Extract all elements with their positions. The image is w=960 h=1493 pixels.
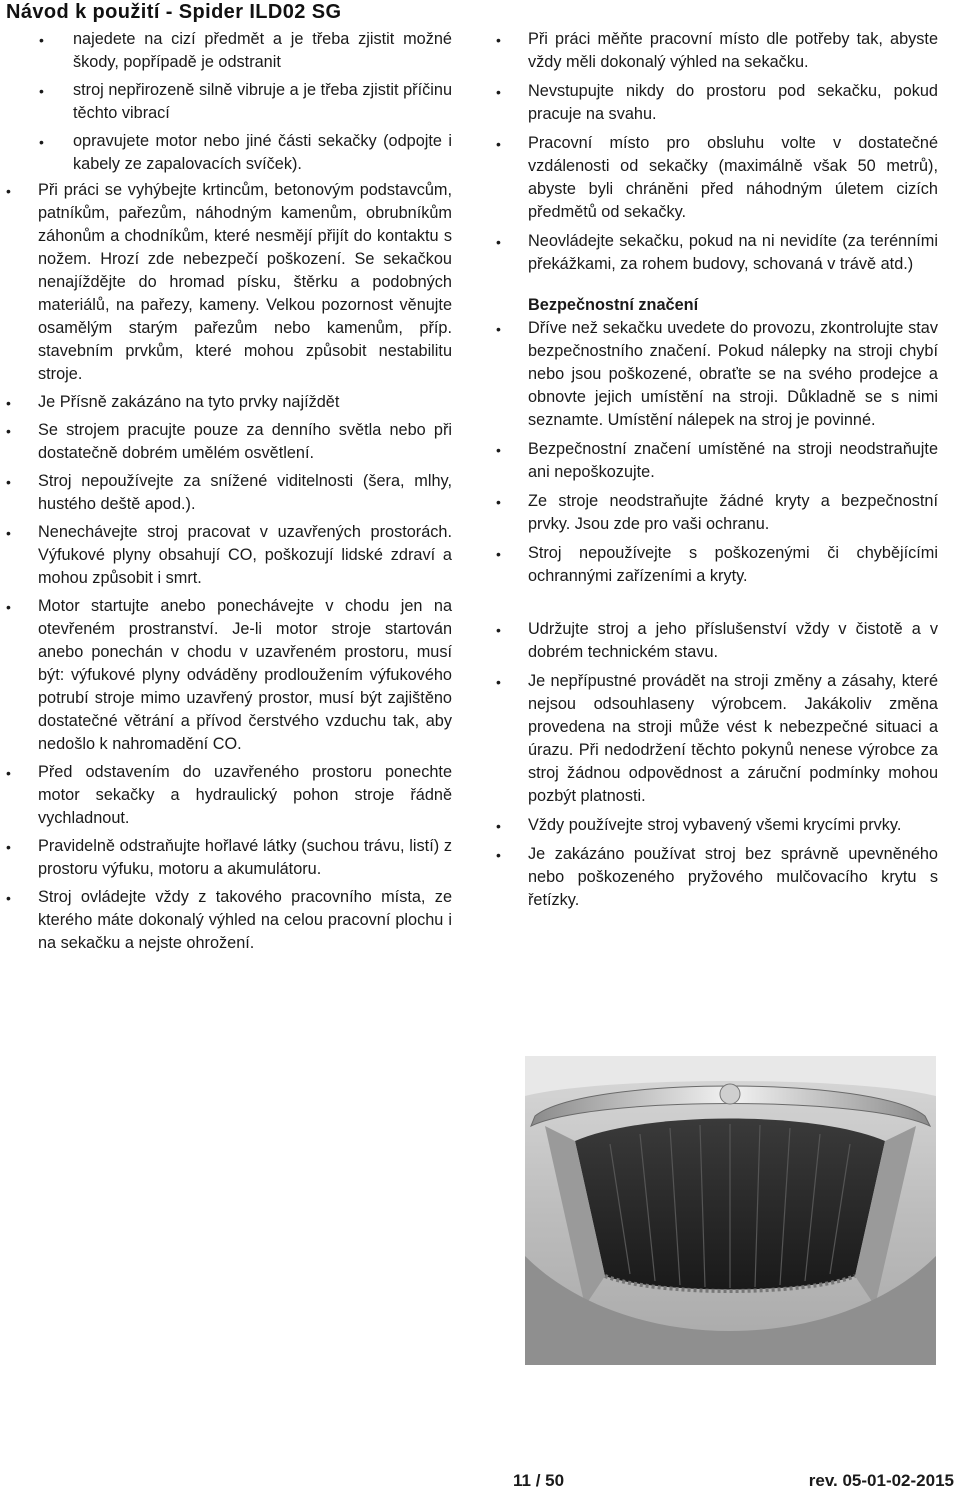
list-item-text: Dříve než sekačku uvedete do provozu, zkontrolujte stav bezpečnostního značení. Pokud nálepky na stroji chybí nebo jsou poškozené, obraťte se na svého prodejce a obnovte jejich umístění na stroji. Důkladně se s nimi seznamte. Umístění nálepek na stroj je povinné. bbox=[528, 319, 938, 429]
list-item bbox=[0, 79, 452, 125]
bullet-icon: • bbox=[496, 622, 501, 638]
bullet-icon: • bbox=[39, 83, 44, 99]
list-item bbox=[0, 179, 452, 386]
list-item-text: najedete na cizí předmět a je třeba zjistit možné škody, popřípadě je odstranit bbox=[73, 30, 452, 71]
list-item-text: Ze stroje neodstraňujte žádné kryty a bezpečnostní prvky. Jsou zde pro vaši ochranu. bbox=[528, 492, 938, 533]
right-column bbox=[490, 28, 938, 912]
list-item bbox=[0, 886, 452, 955]
bullet-icon: • bbox=[6, 423, 11, 439]
list-item-text: Bezpečnostní značení umístěné na stroji neodstraňujte ani nepoškozujte. bbox=[528, 440, 938, 481]
bullet-icon: • bbox=[39, 32, 44, 48]
page-number: 11 / 50 bbox=[513, 1471, 565, 1490]
list-item-text: Pravidelně odstraňujte hořlavé látky (suchou trávu, listí) z prostoru výfuku, motoru a akumulátoru. bbox=[38, 837, 452, 878]
list-item bbox=[490, 843, 938, 912]
list-item-text: Pracovní místo pro obsluhu volte v dostatečné vzdálenosti od sekačky (maximálně však 50 metrů), abyste byli chráněni před náhodným úletem cizích předmětů od sekačky. bbox=[528, 134, 938, 221]
list-item-text: Je Přísně zakázáno na tyto prvky najíždět bbox=[38, 393, 340, 411]
list-item bbox=[490, 670, 938, 808]
right-column-list bbox=[490, 28, 938, 276]
bullet-icon: • bbox=[6, 525, 11, 541]
list-item-text: Nenechávejte stroj pracovat v uzavřených prostorách. Výfukové plyny obsahují CO, poškozují lidské zdraví a mohou způsobit i smrt. bbox=[38, 523, 452, 587]
bullet-icon: • bbox=[496, 674, 501, 690]
bullet-icon: • bbox=[496, 136, 501, 152]
list-item bbox=[490, 28, 938, 74]
bullet-icon: • bbox=[6, 599, 11, 615]
list-item bbox=[490, 230, 938, 276]
bullet-icon: • bbox=[39, 134, 44, 150]
list-item bbox=[0, 835, 452, 881]
list-item bbox=[490, 814, 938, 837]
list-item bbox=[0, 521, 452, 590]
list-item-text: Stroj nepoužívejte s poškozenými či chybějícími ochrannými zařízeními a kryty. bbox=[528, 544, 938, 585]
bullet-icon: • bbox=[6, 839, 11, 855]
bullet-icon: • bbox=[496, 234, 501, 250]
safety-list bbox=[490, 317, 938, 588]
list-item bbox=[490, 618, 938, 664]
list-item-text: Motor startujte anebo ponechávejte v chodu jen na otevřeném prostranství. Je-li motor stroje startován anebo ponechán v chodu v uzavřeném prostoru, musí být: výfukové plyny odváděny prodloužením výfukového potrubí stroje mimo uzavřený prostor, musí být zajištěno dostatečné větrání a přívod čerstvého vzduchu tak, aby nedošlo k nahromadění CO. bbox=[38, 597, 452, 753]
list-item bbox=[0, 130, 452, 176]
list-item bbox=[490, 438, 938, 484]
list-item-text: Vždy používejte stroj vybavený všemi krycími prvky. bbox=[528, 816, 902, 834]
bullet-icon: • bbox=[496, 818, 501, 834]
bullet-icon: • bbox=[496, 321, 501, 337]
list-item-text: Stroj ovládejte vždy z takového pracovního místa, ze kterého máte dokonalý výhled na celou pracovní plochu i na sekačku a nejste ohrožení. bbox=[38, 888, 452, 952]
list-item-text: Je nepřípustné provádět na stroji změny a zásahy, které nejsou odsouhlaseny výrobcem. Jakákoliv změna provedena na stroji může vést k nebezpečné situaci a úrazu. Při nedodržení těchto pokynů nenese výrobce za stroj žádnou odpovědnost a záruční podmínky mohou pozbýt platnosti. bbox=[528, 672, 938, 805]
list-item bbox=[490, 542, 938, 588]
list-item-text: Při práci se vyhýbejte krtincům, betonovým podstavcům, patníkům, pařezům, náhodným kamenům, obrubníkům záhonům a chodníkům, které nesmějí přijít do kontaktu s nožem. Hrozí zde nebezpečí poškození. Se sekačkou nenajíždějte do hromad písku, štěrku a podobných materiálů, na pařezy, kameny. Velkou pozornost věnujte osamělým starým pařezům nebo kamenům, příp. stavebním prvkům, které mohou způsobit nestabilitu stroje. bbox=[38, 181, 452, 383]
list-item bbox=[490, 132, 938, 224]
list-item bbox=[0, 470, 452, 516]
list-item-text: Před odstavením do uzavřeného prostoru ponechte motor sekačky a hydraulický pohon stroje řádně vychladnout. bbox=[38, 763, 452, 827]
maintenance-list bbox=[490, 618, 938, 912]
list-item bbox=[490, 317, 938, 432]
revision-label: rev. 05-01-02-2015 bbox=[808, 1471, 954, 1490]
bullet-icon: • bbox=[6, 183, 11, 199]
bullet-icon: • bbox=[496, 546, 501, 562]
left-column-list bbox=[0, 28, 452, 955]
bullet-icon: • bbox=[6, 890, 11, 906]
list-item-text: Udržujte stroj a jeho příslušenství vždy v čistotě a v dobrém technickém stavu. bbox=[528, 620, 938, 661]
bullet-icon: • bbox=[496, 32, 501, 48]
bullet-icon: • bbox=[6, 765, 11, 781]
bullet-icon: • bbox=[496, 494, 501, 510]
bullet-icon: • bbox=[6, 395, 11, 411]
list-item bbox=[0, 28, 452, 74]
list-item bbox=[0, 419, 452, 465]
mower-deck-photo bbox=[525, 1056, 936, 1365]
bullet-icon: • bbox=[496, 847, 501, 863]
list-item bbox=[0, 595, 452, 756]
list-item bbox=[490, 80, 938, 126]
list-item bbox=[0, 761, 452, 830]
bullet-icon: • bbox=[496, 84, 501, 100]
bullet-icon: • bbox=[496, 442, 501, 458]
list-item-text: Je zakázáno používat stroj bez správně upevněného nebo poškozeného pryžového mulčovacího krytu s řetízky. bbox=[528, 845, 938, 909]
list-item-text: stroj nepřirozeně silně vibruje a je třeba zjistit příčinu těchto vibrací bbox=[73, 81, 452, 122]
bullet-icon: • bbox=[6, 474, 11, 490]
page-title: Návod k použití - Spider ILD02 SG bbox=[6, 1, 342, 23]
list-item-text: opravujete motor nebo jiné části sekačky (odpojte i kabely ze zapalovacích svíček). bbox=[73, 132, 452, 173]
list-item-text: Se strojem pracujte pouze za denního světla nebo při dostatečně dobrém umělém osvětlení. bbox=[38, 421, 452, 462]
list-item-text: Nevstupujte nikdy do prostoru pod sekačku, pokud pracuje na svahu. bbox=[528, 82, 938, 123]
safety-section-heading: Bezpečnostní značení bbox=[528, 296, 699, 314]
list-item-text: Stroj nepoužívejte za snížené viditelnosti (šera, mlhy, hustého deště apod.). bbox=[38, 472, 452, 513]
list-item-text: Při práci měňte pracovní místo dle potřeby tak, abyste vždy měli dokonalý výhled na sekačku. bbox=[528, 30, 938, 71]
list-item bbox=[490, 490, 938, 536]
list-item bbox=[0, 391, 452, 414]
list-item-text: Neovládejte sekačku, pokud na ni nevidíte (za terénními překážkami, za rohem budovy, schovaná v trávě atd.) bbox=[528, 232, 938, 273]
